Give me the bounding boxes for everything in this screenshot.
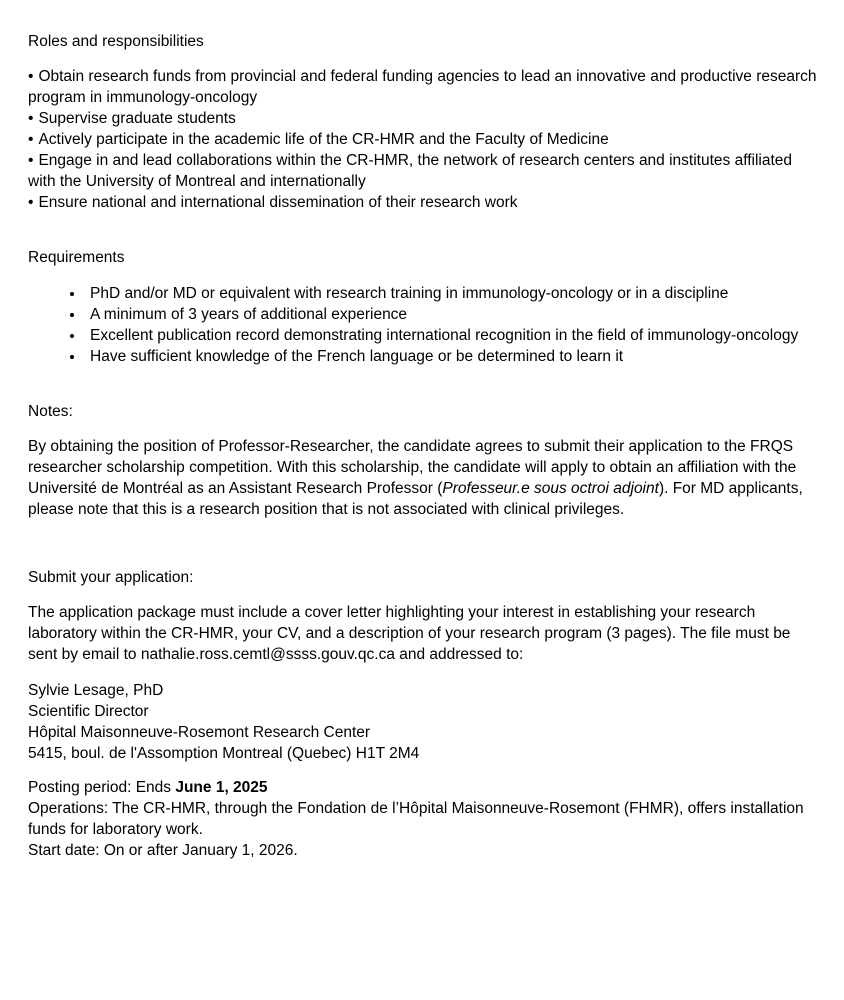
bullet-icon: • xyxy=(28,131,34,148)
contact-organization: Hôpital Maisonneuve-Rosemont Research Center xyxy=(28,724,371,741)
requirement-text: A minimum of 3 years of additional experience xyxy=(90,306,408,323)
bullet-icon: • xyxy=(28,152,34,169)
submit-text-before: The application package must include a cover letter highlighting your interest in establishing your research laboratory within the CR-HMR, your CV, and a description of your research program (3 pages). The file must be sent by email to xyxy=(28,604,791,663)
role-bullet-text: Ensure national and international dissemination of their research work xyxy=(38,194,518,211)
requirement-item xyxy=(85,304,818,325)
requirement-text: Excellent publication record demonstrating international recognition in the field of immunology-oncology xyxy=(90,327,799,344)
contact-address: 5415, boul. de l'Assomption Montreal (Quebec) H1T 2M4 xyxy=(28,745,420,762)
requirement-item xyxy=(85,283,818,304)
roles-heading: Roles and responsibilities xyxy=(28,33,204,50)
requirements-heading: Requirements xyxy=(28,249,125,266)
submit-paragraph xyxy=(28,602,818,665)
role-bullet-item xyxy=(28,192,818,213)
start-date-line: Start date: On or after January 1, 2026. xyxy=(28,842,298,859)
notes-heading: Notes: xyxy=(28,403,73,420)
operations-line: Operations: The CR-HMR, through the Fondation de l’Hôpital Maisonneuve-Rosemont (FHMR), offers installation funds for laboratory work. xyxy=(28,800,804,838)
email-address: nathalie.ross.cemtl@ssss.gouv.qc.ca xyxy=(140,646,395,663)
requirement-item xyxy=(85,325,818,346)
posting-deadline: June 1, 2025 xyxy=(175,779,268,796)
posting-period-line xyxy=(28,777,818,798)
role-bullet-item xyxy=(28,108,818,129)
notes-text-before: By obtaining the position of Professor-Researcher, the candidate agrees to submit their application to the FRQS researcher scholarship competition. With this scholarship, the candidate will apply to obtain an affiliation with the Université de Montréal as an Assistant Research Professor ( xyxy=(28,438,797,497)
requirements-list xyxy=(28,283,818,367)
requirement-text: PhD and/or MD or equivalent with research training in immunology-oncology or in a discipline xyxy=(90,285,729,302)
contact-name: Sylvie Lesage, PhD xyxy=(28,682,164,699)
submit-text-after: and addressed to: xyxy=(394,646,524,663)
bullet-icon: • xyxy=(28,110,34,127)
contact-block xyxy=(28,680,818,764)
role-bullet-item xyxy=(28,150,818,192)
bullet-icon: • xyxy=(28,68,34,85)
role-bullet-text: Engage in and lead collaborations within the CR-HMR, the network of research centers and institutes affiliated with the University of Montreal and internationally xyxy=(28,152,793,190)
requirement-item xyxy=(85,346,818,367)
roles-bullet-list xyxy=(28,66,818,213)
role-bullet-text: Obtain research funds from provincial and federal funding agencies to lead an innovative and productive research program in immunology-oncology xyxy=(28,68,817,106)
posting-block xyxy=(28,777,818,861)
posting-period-prefix: Posting period: Ends xyxy=(28,779,176,796)
french-title-italic: Professeur.e sous octroi adjoint xyxy=(442,480,659,497)
bullet-icon: • xyxy=(28,194,34,211)
role-bullet-item xyxy=(28,129,818,150)
role-bullet-text: Supervise graduate students xyxy=(38,110,236,127)
role-bullet-text: Actively participate in the academic life of the CR-HMR and the Faculty of Medicine xyxy=(38,131,609,148)
notes-text-after: ). For MD applicants, please note that this is a research position that is not associated with clinical privileges. xyxy=(28,480,803,518)
contact-title: Scientific Director xyxy=(28,703,149,720)
submit-heading: Submit your application: xyxy=(28,569,194,586)
role-bullet-item xyxy=(28,66,818,108)
notes-paragraph xyxy=(28,436,818,520)
requirement-text: Have sufficient knowledge of the French language or be determined to learn it xyxy=(90,348,624,365)
